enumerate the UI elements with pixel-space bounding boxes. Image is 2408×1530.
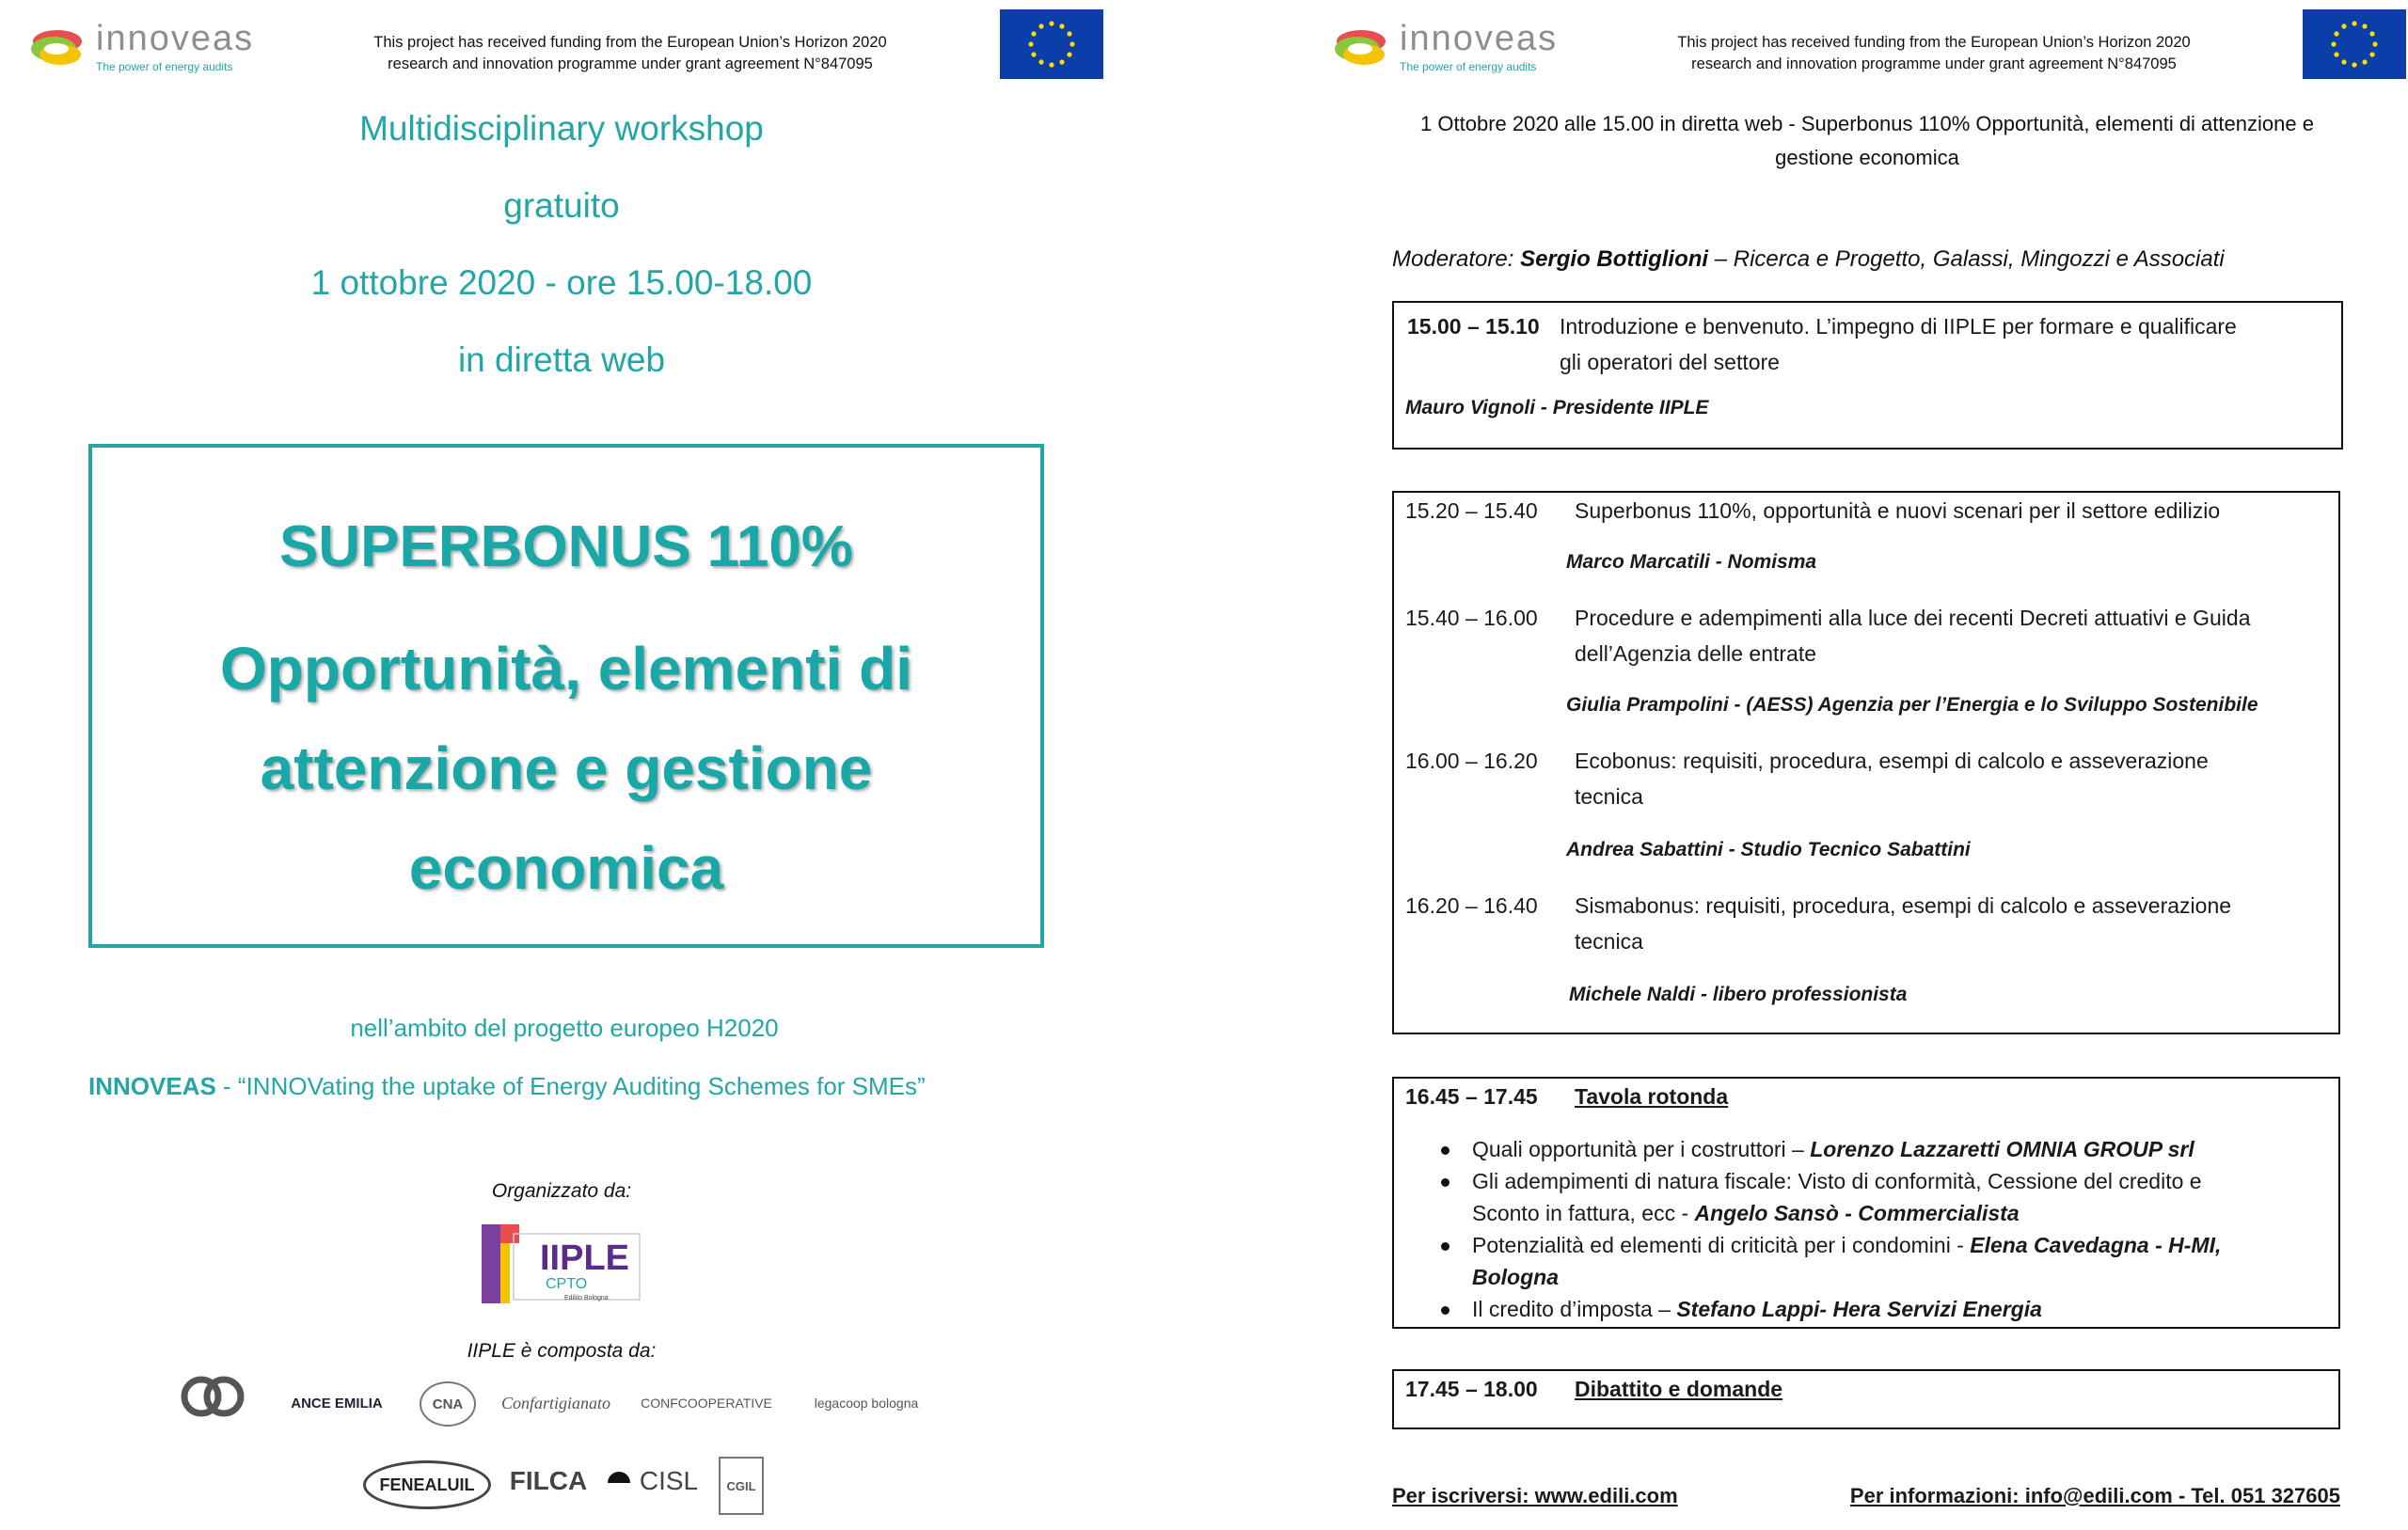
roundtable-item: Potenzialità ed elementi di criticità per i condomini - Elena Cavedagna - H-MI,: [1441, 1229, 2335, 1261]
innoveas-logo-icon: [1334, 24, 1388, 70]
title-subtitle: Opportunità, elementi di attenzione e gestione economica: [219, 635, 913, 902]
agenda-speaker: Andrea Sabattini - Studio Tecnico Sabattini: [1566, 839, 1971, 860]
moderator-line: Moderatore: Sergio Bottiglioni – Ricerca e Progetto, Galassi, Mingozzi e Associati: [1392, 246, 2225, 272]
roundtable-title: Tavola rotonda: [1575, 1084, 1729, 1109]
brand-tagline: The power of energy audits: [1400, 60, 1537, 73]
iiple-logo-sub: CPTO: [546, 1276, 588, 1292]
agenda-time: 15.00 – 15.10: [1407, 314, 1540, 339]
roundtable-item: Gli adempimenti di natura fiscale: Visto di conformità, Cessione del credito e: [1441, 1165, 2335, 1197]
agenda-time: 15.20 – 15.40: [1405, 498, 1538, 523]
agenda-time: 16.20 – 16.40: [1405, 893, 1538, 918]
agenda-text: Introduzione e benvenuto. L’impegno di IIPLE per formare e qualificare gli operatori del settore: [1560, 314, 2237, 374]
partner-filca: FILCA: [509, 1466, 588, 1495]
eu-flag-icon: [2303, 9, 2406, 79]
free-line: gratuito: [503, 186, 620, 225]
project-name-line: [88, 1072, 1029, 1101]
project-description: - “INNOVating the uptake of Energy Auditing Schemes for SMEs”: [215, 1072, 926, 1100]
contact-info[interactable]: Per informazioni: info@edili.com - Tel. 051 327605: [1849, 1484, 2340, 1507]
roundtable-item-cont: Bologna: [1472, 1265, 1559, 1289]
roundtable-item-cont: Sconto in fattura, ecc - Angelo Sansò - Commercialista: [1472, 1201, 2020, 1225]
agenda-box-intro: [1392, 301, 2343, 450]
agenda-box-roundtable: [1392, 1077, 2340, 1329]
iiple-logo-text: IIPLE: [540, 1238, 630, 1278]
innoveas-logo-left: [30, 21, 254, 73]
brand-name: innoveas: [1400, 19, 1559, 58]
title-box: [88, 444, 1044, 948]
innoveas-logo-right: [1334, 21, 1558, 73]
date-line: 1 ottobre 2020 - ore 15.00-18.00: [310, 263, 813, 302]
project-context: nell’ambito del progetto europeo H2020: [350, 1014, 779, 1042]
filca-cisl-emblem-icon: [606, 1468, 632, 1494]
agenda-text: Sismabonus: requisiti, procedura, esempi di calcolo e asseverazione tecnica: [1575, 893, 2232, 954]
partner-legacoop: legacoop bologna: [814, 1396, 919, 1411]
agenda-time: 17.45 – 18.00: [1405, 1377, 1538, 1401]
eu-flag-icon: [1000, 9, 1103, 79]
innoveas-logo-icon: [30, 24, 85, 70]
agenda-box-talks: [1392, 491, 2340, 1034]
partner-ance-emilia: ANCE EMILIA: [291, 1395, 383, 1412]
brand-tagline: The power of energy audits: [96, 60, 233, 73]
iiple-logo: [480, 1221, 644, 1307]
agenda-speaker: Michele Naldi - libero professionista: [1569, 984, 1908, 1005]
agenda-time: 16.00 – 16.20: [1405, 749, 1538, 773]
title-superbonus: SUPERBONUS 110%: [279, 514, 853, 579]
organized-by-label: Organizzato da:: [491, 1180, 632, 1202]
bullet-icon: [1441, 1242, 1450, 1251]
partner-cgil: CGIL: [719, 1457, 764, 1515]
iiple-logo-sub2: EdiliIo Bologna: [564, 1295, 609, 1301]
agenda-speaker: Marco Marcatili - Nomisma: [1566, 551, 1817, 573]
register-link[interactable]: Per iscriversi: www.edili.com: [1392, 1484, 1678, 1507]
bullet-icon: [1441, 1146, 1450, 1155]
partner-fenealuil: FENEALUIL: [363, 1460, 491, 1509]
partner-logos-row-2: [363, 1451, 768, 1517]
moderator-name: Sergio Bottiglioni: [1520, 246, 1709, 272]
bullet-icon: [1441, 1178, 1450, 1187]
agenda-box-debate: [1392, 1369, 2340, 1429]
roundtable-item: Il credito d’imposta – Stefano Lappi- Hera Servizi Energia: [1441, 1293, 2335, 1325]
project-name: INNOVEAS: [88, 1072, 216, 1100]
intro-text: 1 Ottobre 2020 alle 15.00 in diretta web - Superbonus 110% Opportunità, elementi di attenzione e gestione economica: [1420, 112, 2314, 169]
partner-logos-row-1: [175, 1368, 946, 1443]
debate-title: Dibattito e domande: [1575, 1377, 1783, 1401]
workshop-line: Multidisciplinary workshop: [359, 109, 764, 148]
agenda-speaker: Giulia Prampolini - (AESS) Agenzia per l’Energia e lo Sviluppo Sostenibile: [1566, 694, 2258, 716]
agenda-time: 15.40 – 16.00: [1405, 606, 1538, 630]
web-line: in diretta web: [457, 340, 666, 379]
partner-confcooperative: CONFCOOPERATIVE: [641, 1396, 772, 1411]
associazione-logo-icon: [175, 1372, 260, 1443]
composed-by-label: IIPLE è composta da:: [467, 1340, 657, 1362]
brand-name: innoveas: [96, 19, 255, 58]
agenda-text: Superbonus 110%, opportunità e nuovi scenari per il settore edilizio: [1575, 498, 2221, 523]
agenda-text: Ecobonus: requisiti, procedura, esempi di calcolo e asseverazione tecnica: [1575, 749, 2209, 809]
bullet-icon: [1441, 1306, 1450, 1315]
funding-notice-left: This project has received funding from the European Union’s Horizon 2020 research and innovation programme under grant agreement N°847095: [373, 34, 887, 72]
partner-cna: CNA: [420, 1381, 476, 1427]
agenda-time: 16.45 – 17.45: [1405, 1084, 1538, 1109]
agenda-text: Procedure e adempimenti alla luce dei recenti Decreti attuativi e Guida dell’Agenzia delle entrate: [1575, 606, 2251, 666]
partner-confartigianato: Confartigianato: [500, 1393, 610, 1412]
agenda-speaker: Mauro Vignoli - Presidente IIPLE: [1405, 397, 1709, 418]
partner-cisl: CISL: [639, 1466, 699, 1495]
roundtable-item: Quali opportunità per i costruttori – Lorenzo Lazzaretti OMNIA GROUP srl: [1441, 1133, 2335, 1165]
funding-notice-right: This project has received funding from the European Union’s Horizon 2020 research and innovation programme under grant agreement N°847095: [1677, 34, 2191, 72]
